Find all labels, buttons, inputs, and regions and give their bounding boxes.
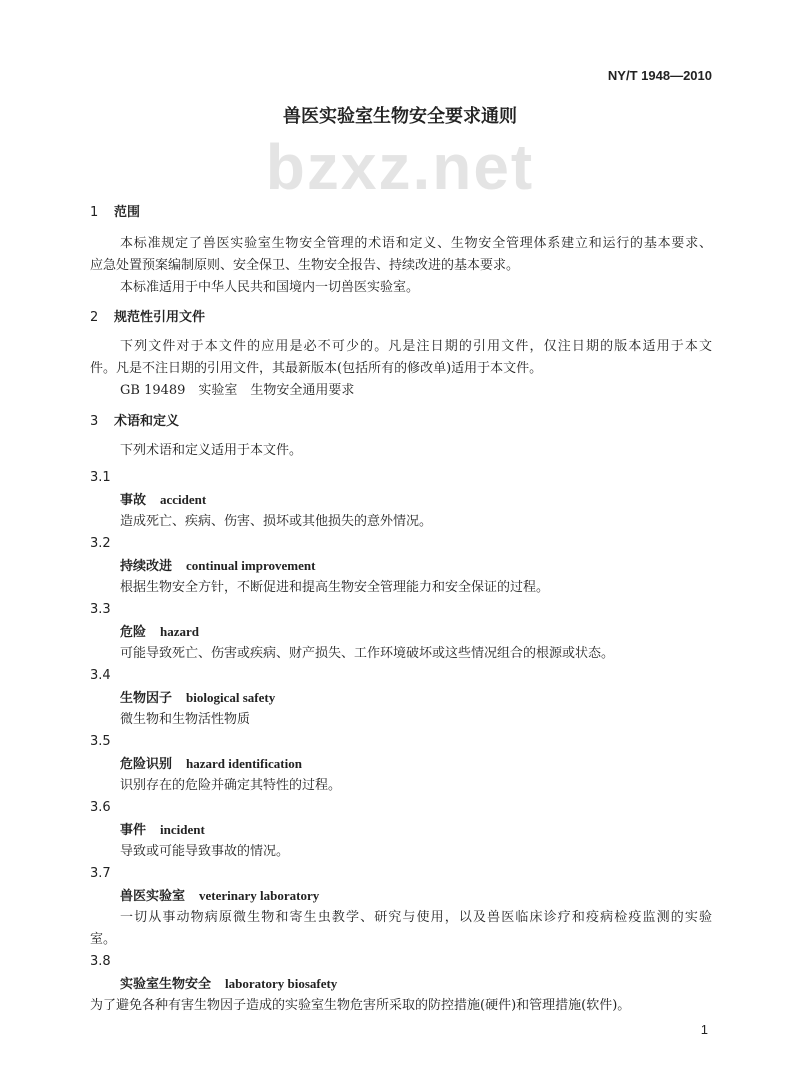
- term-number: 3.7: [90, 866, 111, 881]
- paragraph: 应急处置预案编制原则、安全保卫、生物安全报告、持续改进的基本要求。: [90, 258, 520, 273]
- term-en: incident: [160, 822, 205, 837]
- paragraph: 下列术语和定义适用于本文件。: [120, 443, 303, 458]
- term-zh: 危险: [120, 625, 147, 640]
- paragraph: 下列文件对于本文件的应用是必不可少的。凡是注日期的引用文件，仅注日期的版本适用于本文: [120, 339, 712, 354]
- section-heading-2: [90, 310, 205, 326]
- term-title: [120, 976, 337, 993]
- term-title: [120, 822, 205, 839]
- term-zh: 危险识别: [120, 757, 173, 772]
- term-en: accident: [160, 492, 207, 507]
- paragraph: 本标准适用于中华人民共和国境内一切兽医实验室。: [120, 280, 420, 295]
- term-number: 3.3: [90, 602, 111, 617]
- section-number: 1: [90, 205, 99, 220]
- section-title: 规范性引用文件: [114, 310, 206, 325]
- term-en: hazard identification: [186, 756, 302, 771]
- standard-number: NY/T 1948—2010: [607, 68, 712, 83]
- term-title: [120, 492, 206, 509]
- term-number: 3.4: [90, 668, 111, 683]
- term-definition: 根据生物安全方针，不断促进和提高生物安全管理能力和安全保证的过程。: [120, 580, 550, 595]
- term-zh: 事件: [120, 823, 147, 838]
- term-definition: 造成死亡、疾病、伤害、损坏或其他损失的意外情况。: [120, 514, 433, 529]
- term-number: 3.1: [90, 470, 111, 485]
- term-title: [120, 690, 275, 707]
- term-number: 3.2: [90, 536, 111, 551]
- term-en: veterinary laboratory: [199, 888, 320, 903]
- term-zh: 持续改进: [120, 559, 173, 574]
- term-title: [120, 888, 319, 905]
- term-zh: 事故: [120, 493, 147, 508]
- normative-reference: GB 19489 实验室 生物安全通用要求: [120, 383, 355, 398]
- term-definition: 可能导致死亡、伤害或疾病、财产损失、工作环境破坏或这些情况组合的根源或状态。: [120, 646, 615, 661]
- term-number: 3.5: [90, 734, 111, 749]
- term-definition: 一切从事动物病原微生物和寄生虫教学、研究与使用，以及兽医临床诊疗和疫病检疫监测的实验: [120, 910, 712, 925]
- term-definition: 室。: [90, 932, 117, 947]
- section-heading-1: [90, 205, 140, 221]
- term-title: [120, 558, 315, 575]
- term-definition: 为了避免各种有害生物因子造成的实验室生物危害所采取的防控措施(硬件)和管理措施(软件)。: [90, 998, 631, 1013]
- term-number: 3.6: [90, 800, 111, 815]
- watermark: bzxz.net: [265, 131, 535, 203]
- paragraph: 件。凡是不注日期的引用文件，其最新版本(包括所有的修改单)适用于本文件。: [90, 361, 543, 376]
- paragraph: 本标准规定了兽医实验室生物安全管理的术语和定义、生物安全管理体系建立和运行的基本要求、: [120, 236, 712, 251]
- page-number: 1: [700, 1022, 708, 1037]
- term-title: [120, 624, 199, 641]
- term-zh: 实验室生物安全: [120, 977, 212, 992]
- term-number: 3.8: [90, 954, 111, 969]
- section-title: 范围: [114, 205, 141, 220]
- section-number: 3: [90, 414, 99, 429]
- term-en: laboratory biosafety: [225, 976, 338, 991]
- section-heading-3: [90, 414, 179, 430]
- section-number: 2: [90, 310, 99, 325]
- term-title: [120, 756, 302, 773]
- term-zh: 兽医实验室: [120, 889, 186, 904]
- section-title: 术语和定义: [114, 414, 180, 429]
- term-en: biological safety: [186, 690, 276, 705]
- document-title: 兽医实验室生物安全要求通则: [283, 106, 517, 127]
- term-definition: 识别存在的危险并确定其特性的过程。: [120, 778, 342, 793]
- term-zh: 生物因子: [120, 691, 173, 706]
- term-en: continual improvement: [186, 558, 316, 573]
- term-definition: 导致或可能导致事故的情况。: [120, 844, 290, 859]
- term-definition: 微生物和生物活性物质: [120, 712, 251, 727]
- term-en: hazard: [160, 624, 200, 639]
